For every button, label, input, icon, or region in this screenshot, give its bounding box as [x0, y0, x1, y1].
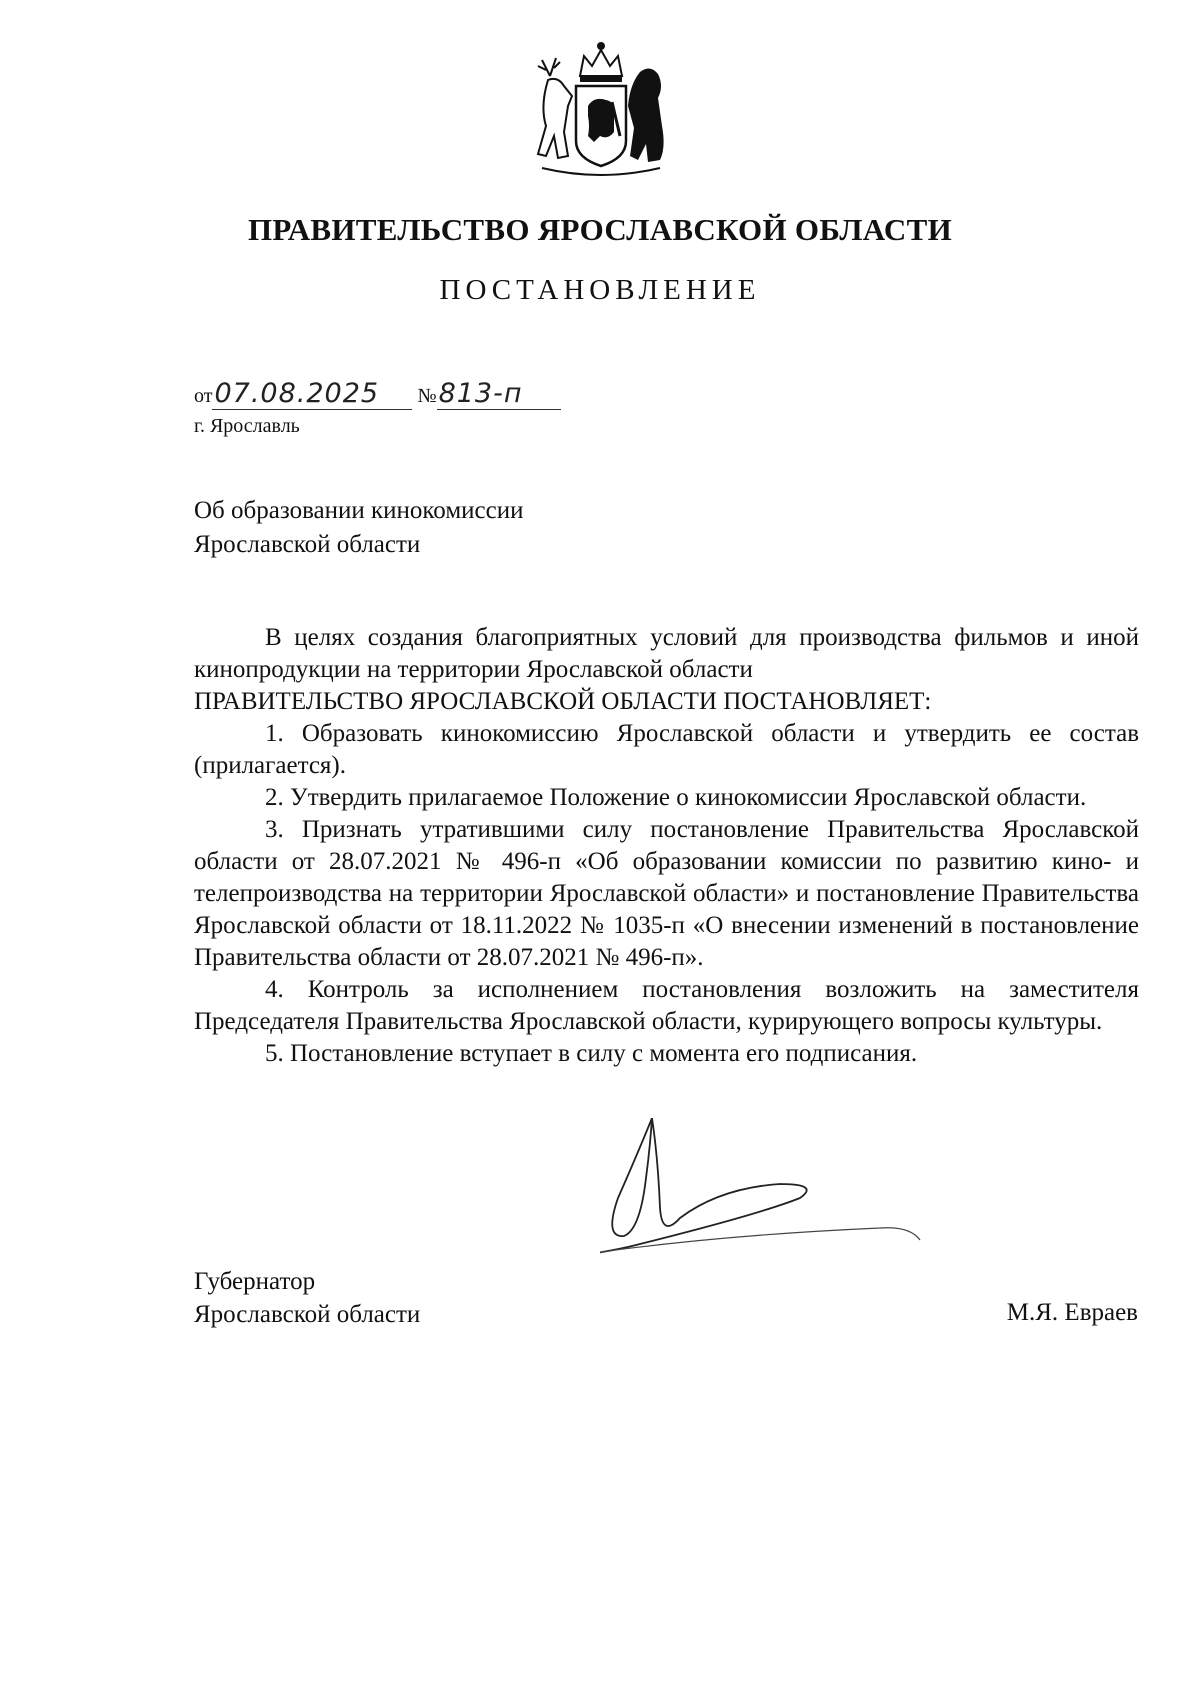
subject-line-1: Об образовании кинокомиссии	[194, 497, 524, 524]
item-5-paragraph: 5. Постановление вступает в силу с момента его подписания.	[265, 1040, 918, 1067]
signatory-position-line-1: Губернатор	[194, 1268, 316, 1295]
handwritten-signature	[600, 1118, 1020, 1368]
signatory-name: М.Я. Евраев	[1006, 1299, 1138, 1326]
signatory-position	[194, 1265, 420, 1331]
document-date: 07.08.2025	[214, 378, 380, 409]
item-3-paragraph: 3. Признать утратившими силу постановление Правительства Ярославской области от 28.07.2021 № 496-п «Об образовании комиссии по развитию кино- и телепроизводства на территории Ярославской области» и постановление Правительства Ярославской области от 18.11.2022 № 1035-п «О внесении изменений в постановление Правительства области от 28.07.2021 № 496-п».	[194, 816, 1139, 971]
document-body	[194, 622, 1139, 1070]
date-number-line	[194, 378, 561, 410]
government-title: ПРАВИТЕЛЬСТВО ЯРОСЛАВСКОЙ ОБЛАСТИ	[248, 212, 952, 247]
resolves-line: ПРАВИТЕЛЬСТВО ЯРОСЛАВСКОЙ ОБЛАСТИ ПОСТАНОВЛЯЕТ:	[194, 688, 932, 715]
date-prefix: от	[194, 385, 213, 407]
signatory-position-line-2: Ярославской области	[194, 1301, 421, 1328]
document-type-title: ПОСТАНОВЛЕНИЕ	[439, 274, 761, 306]
item-1-paragraph: 1. Образовать кинокомиссию Ярославской области и утвердить ее состав (прилагается).	[194, 720, 1139, 779]
subject-line-2: Ярославской области	[194, 531, 421, 558]
preamble-paragraph: В целях создания благоприятных условий для производства фильмов и иной кинопродукции на территории Ярославской области	[194, 624, 1139, 683]
document-subject	[194, 494, 523, 562]
document-number: 813-п	[438, 378, 523, 409]
number-prefix: №	[417, 385, 437, 407]
item-2-paragraph: 2. Утвердить прилагаемое Положение о кинокомиссии Ярославской области.	[265, 784, 1087, 811]
item-4-paragraph: 4. Контроль за исполнением постановления возложить на заместителя Председателя Правительства Ярославской области, курирующего вопросы культуры.	[194, 976, 1139, 1035]
city-label: г. Ярославль	[194, 415, 300, 437]
yaroslavl-coat-of-arms-icon	[528, 36, 674, 186]
